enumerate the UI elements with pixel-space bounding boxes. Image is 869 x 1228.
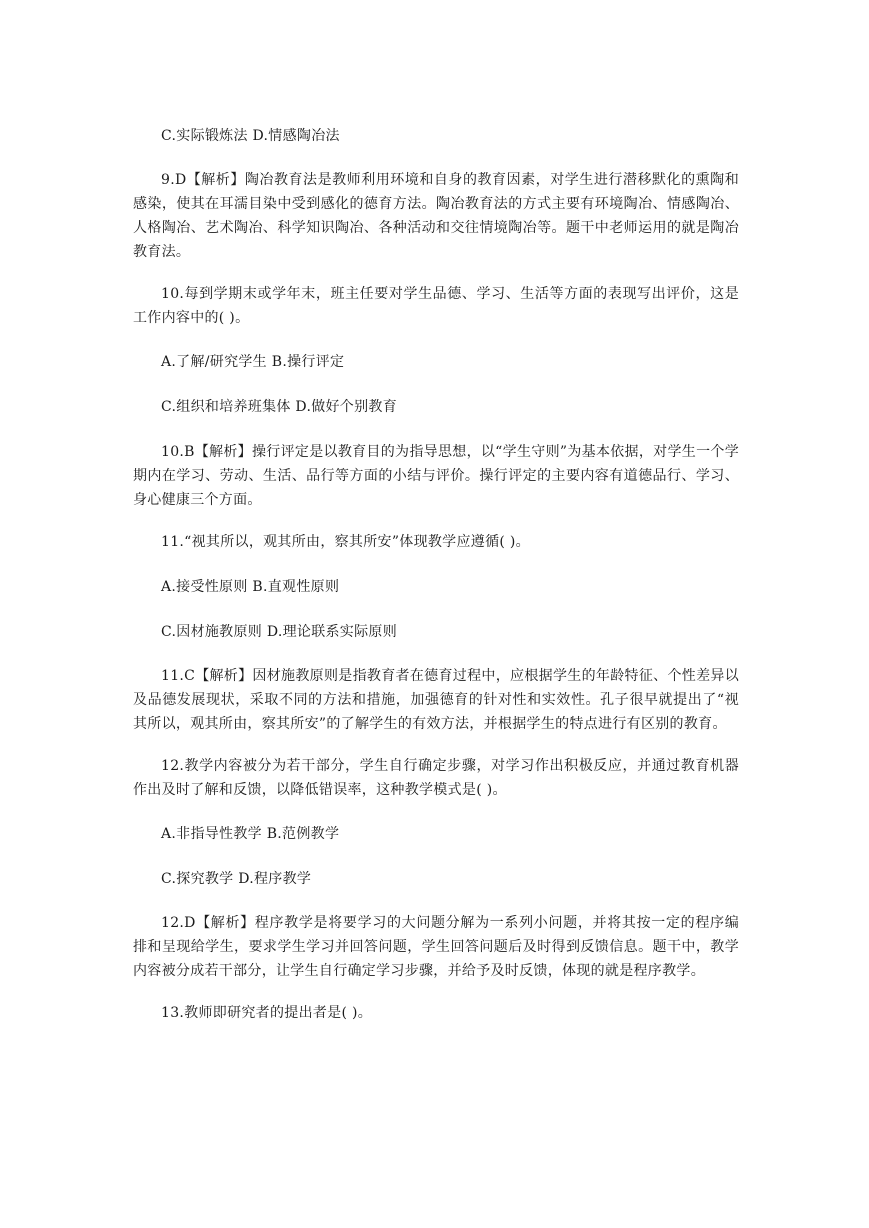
question-text: 12.教学内容被分为若干部分，学生自行确定步骤，对学习作出积极反应，并通过教育机器作出及时了解和反馈，以降低错误率，这种教学模式是( )。 [133, 758, 739, 798]
answer-explanation: 11.C【解析】因材施教原则是指教育者在德育过程中，应根据学生的年龄特征、个性差异以及品德发展现状，采取不同的方法和措施，加强德育的针对性和实效性。孔子很早就提出了“视其所以，观其所由，察其所安”的了解学生的有效方法，并根据学生的特点进行有区别的教育。 [133, 668, 739, 732]
option-line: C.组织和培养班集体 D.做好个别教育 [161, 399, 397, 415]
option-line: A.了解/研究学生 B.操行评定 [161, 354, 345, 370]
answer-explanation: 9.D【解析】陶冶教育法是教师利用环境和自身的教育因素，对学生进行潜移默化的熏陶和感染，使其在耳濡目染中受到感化的德育方法。陶冶教育法的方式主要有环境陶冶、情感陶冶、人格陶冶、艺术陶冶、科学知识陶冶、各种活动和交往情境陶冶等。题干中老师运用的就是陶冶教育法。 [133, 172, 739, 260]
answer-explanation: 10.B【解析】操行评定是以教育目的为指导思想，以“学生守则”为基本依据，对学生一个学期内在学习、劳动、生活、品行等方面的小结与评价。操行评定的主要内容有道德品行、学习、身心健康三个方面。 [133, 444, 739, 508]
document-page [133, 124, 739, 1025]
option-line: A.接受性原则 B.直观性原则 [161, 579, 340, 595]
option-line: C.因材施教原则 D.理论联系实际原则 [161, 624, 397, 640]
option-line: C.实际锻炼法 D.情感陶冶法 [161, 128, 340, 144]
option-line: C.探究教学 D.程序教学 [161, 871, 312, 887]
answer-explanation: 12.D【解析】程序教学是将要学习的大问题分解为一系列小问题，并将其按一定的程序编排和呈现给学生，要求学生学习并回答问题，学生回答问题后及时得到反馈信息。题干中，教学内容被分成若干部分，让学生自行确定学习步骤，并给予及时反馈，体现的就是程序教学。 [133, 915, 739, 979]
question-text: 11.“视其所以，观其所由，察其所安”体现教学应遵循( )。 [161, 534, 530, 550]
question-text: 10.每到学期末或学年末，班主任要对学生品德、学习、生活等方面的表现写出评价，这是工作内容中的( )。 [133, 286, 739, 326]
option-line: A.非指导性教学 B.范例教学 [161, 826, 340, 842]
question-text: 13.教师即研究者的提出者是( )。 [161, 1005, 373, 1021]
